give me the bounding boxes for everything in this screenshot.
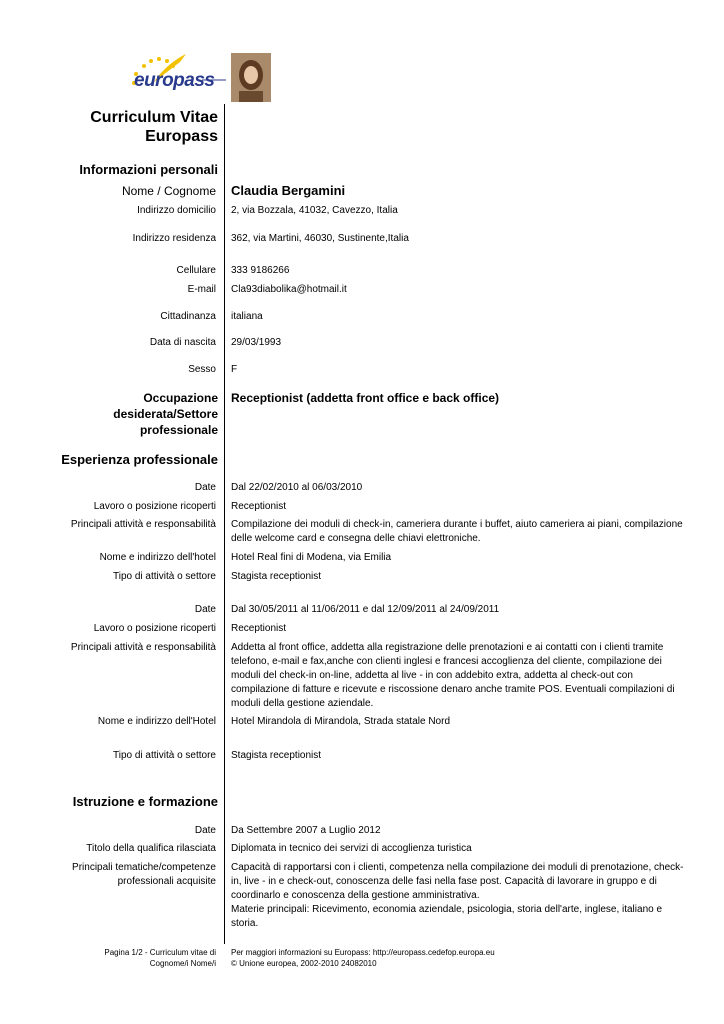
job2-employer-label: Nome e indirizzo dell'Hotel <box>97 716 216 727</box>
occupation-label-line2: desiderata/Settore <box>113 407 218 421</box>
phone-label: Cellulare <box>176 265 216 276</box>
edu-topics-line5: storia. <box>231 918 259 929</box>
logo-text: europass <box>134 70 215 91</box>
job1-employer-label: Nome e indirizzo dell'hotel <box>99 552 216 563</box>
email-label: E-mail <box>187 284 216 295</box>
job1-role-label: Lavoro o posizione ricoperti <box>93 501 216 512</box>
profile-photo <box>231 53 271 102</box>
section-personal-info: Informazioni personali <box>79 162 218 177</box>
job1-date-label: Date <box>194 482 216 493</box>
occupation-label-line1: Occupazione <box>143 391 218 405</box>
edu-topics-label-line2: professionali acquisite <box>117 876 216 887</box>
job2-tasks-line5: moduli della gestione aziendale. <box>231 698 374 709</box>
footer-page-info-line2: Cognome/i Nome/i <box>149 959 216 968</box>
footer-page-info-line1: Pagina 1/2 - Curriculum vitae di <box>104 948 216 957</box>
job2-type-label: Tipo di attività o settore <box>112 750 216 761</box>
edu-topics-line2: in, live - in e check-out, conoscenza delle fasi nella fase post. Capacità di lavorare in gruppo e di <box>231 876 657 887</box>
job2-tasks-label: Principali attività e responsabilità <box>70 642 216 653</box>
job1-type: Stagista receptionist <box>231 571 322 582</box>
job2-tasks-line4: compilazione di fatture e ricevute e riscossione denaro anche tramite POS. Eventuali compilazioni di <box>231 684 675 695</box>
job1-date: Dal 22/02/2010 al 06/03/2010 <box>231 482 363 493</box>
edu-qual-label: Titolo della qualifica rilasciata <box>86 843 216 854</box>
job2-tasks-line3: moduli del check-in on-line, addetta al live - in con addebito extra, addetta al check-out con <box>231 670 633 681</box>
section-experience: Esperienza professionale <box>61 452 218 467</box>
edu-qual: Diplomata in tecnico dei servizi di accoglienza turistica <box>231 843 472 854</box>
job2-tasks-line1: Addetta al front office, addetta alla registrazione delle prenotazioni e ai contatti con i clienti tramite <box>231 642 664 653</box>
job2-date: Dal 30/05/2011 al 11/06/2011 e dal 12/09/2011 al 24/09/2011 <box>231 604 500 615</box>
domicile-label: Indirizzo domicilio <box>137 205 216 216</box>
job1-type-label: Tipo di attività o settore <box>112 571 216 582</box>
sex-value: F <box>231 364 238 375</box>
cv-title-line1: Curriculum Vitae <box>90 109 218 126</box>
occupation-value: Receptionist (addetta front office e back office) <box>231 391 500 405</box>
footer-info-link: Per maggiori informazioni su Europass: http://europass.cedefop.europa.eu <box>231 948 495 957</box>
edu-topics-line1: Capacità di rapportarsi con i clienti, competenza nella compilazione dei moduli di prenotazione, check- <box>231 862 684 873</box>
job2-employer: Hotel Mirandola di Mirandola, Strada statale Nord <box>231 716 450 727</box>
section-education: Istruzione e formazione <box>72 794 218 809</box>
residence-value: 362, via Martini, 46030, Sustinente,Italia <box>231 233 409 244</box>
full-name: Claudia Bergamini <box>231 183 346 198</box>
name-label: Nome / Cognome <box>121 184 216 198</box>
edu-date: Da Settembre 2007 a Luglio 2012 <box>231 825 381 836</box>
edu-topics-line4: Materie principali: Ricevimento, economia aziendale, psicologia, storia dell'arte, inglese, italiano e <box>231 904 663 915</box>
job2-type: Stagista receptionist <box>231 750 322 761</box>
job1-tasks-line2: delle welcome card e consegna delle chiavi elettroniche. <box>231 533 481 544</box>
citizenship-value: italiana <box>231 311 263 322</box>
footer-copyright: © Unione europea, 2002-2010 24082010 <box>231 959 377 968</box>
job2-date-label: Date <box>194 604 216 615</box>
residence-label: Indirizzo residenza <box>132 233 216 244</box>
job1-employer: Hotel Real fini di Modena, via Emilia <box>231 552 392 563</box>
birth-value: 29/03/1993 <box>231 337 282 348</box>
citizenship-label: Cittadinanza <box>160 311 216 322</box>
edu-date-label: Date <box>194 825 216 836</box>
occupation-label-line3: professionale <box>139 423 218 437</box>
job2-tasks-line2: telefono, e-mail e fax,anche con clienti inglesi e francesi accoglienza del cliente, compilazione dei <box>231 656 662 667</box>
job1-role: Receptionist <box>231 501 287 512</box>
job2-role-label: Lavoro o posizione ricoperti <box>93 623 216 634</box>
domicile-value: 2, via Bozzala, 41032, Cavezzo, Italia <box>231 205 398 216</box>
cv-title-line2: Europass <box>145 128 218 145</box>
edu-topics-label-line1: Principali tematiche/competenze <box>72 862 216 873</box>
job2-role: Receptionist <box>231 623 287 634</box>
job1-tasks-line1: Compilazione dei moduli di check-in, cameriera durante i buffet, aiuto cameriera ai piani, compilazione <box>231 519 683 530</box>
birth-label: Data di nascita <box>149 337 216 348</box>
job1-tasks-label: Principali attività e responsabilità <box>70 519 216 530</box>
edu-topics-line3: coordinarlo e conoscenza della gestione amministrativa. <box>231 890 480 901</box>
europass-logo <box>124 52 228 96</box>
phone-value: 333 9186266 <box>231 265 290 276</box>
sex-label: Sesso <box>188 364 216 375</box>
email-value: Cla93diabolika@hotmail.it <box>231 284 347 295</box>
column-divider <box>224 104 225 944</box>
